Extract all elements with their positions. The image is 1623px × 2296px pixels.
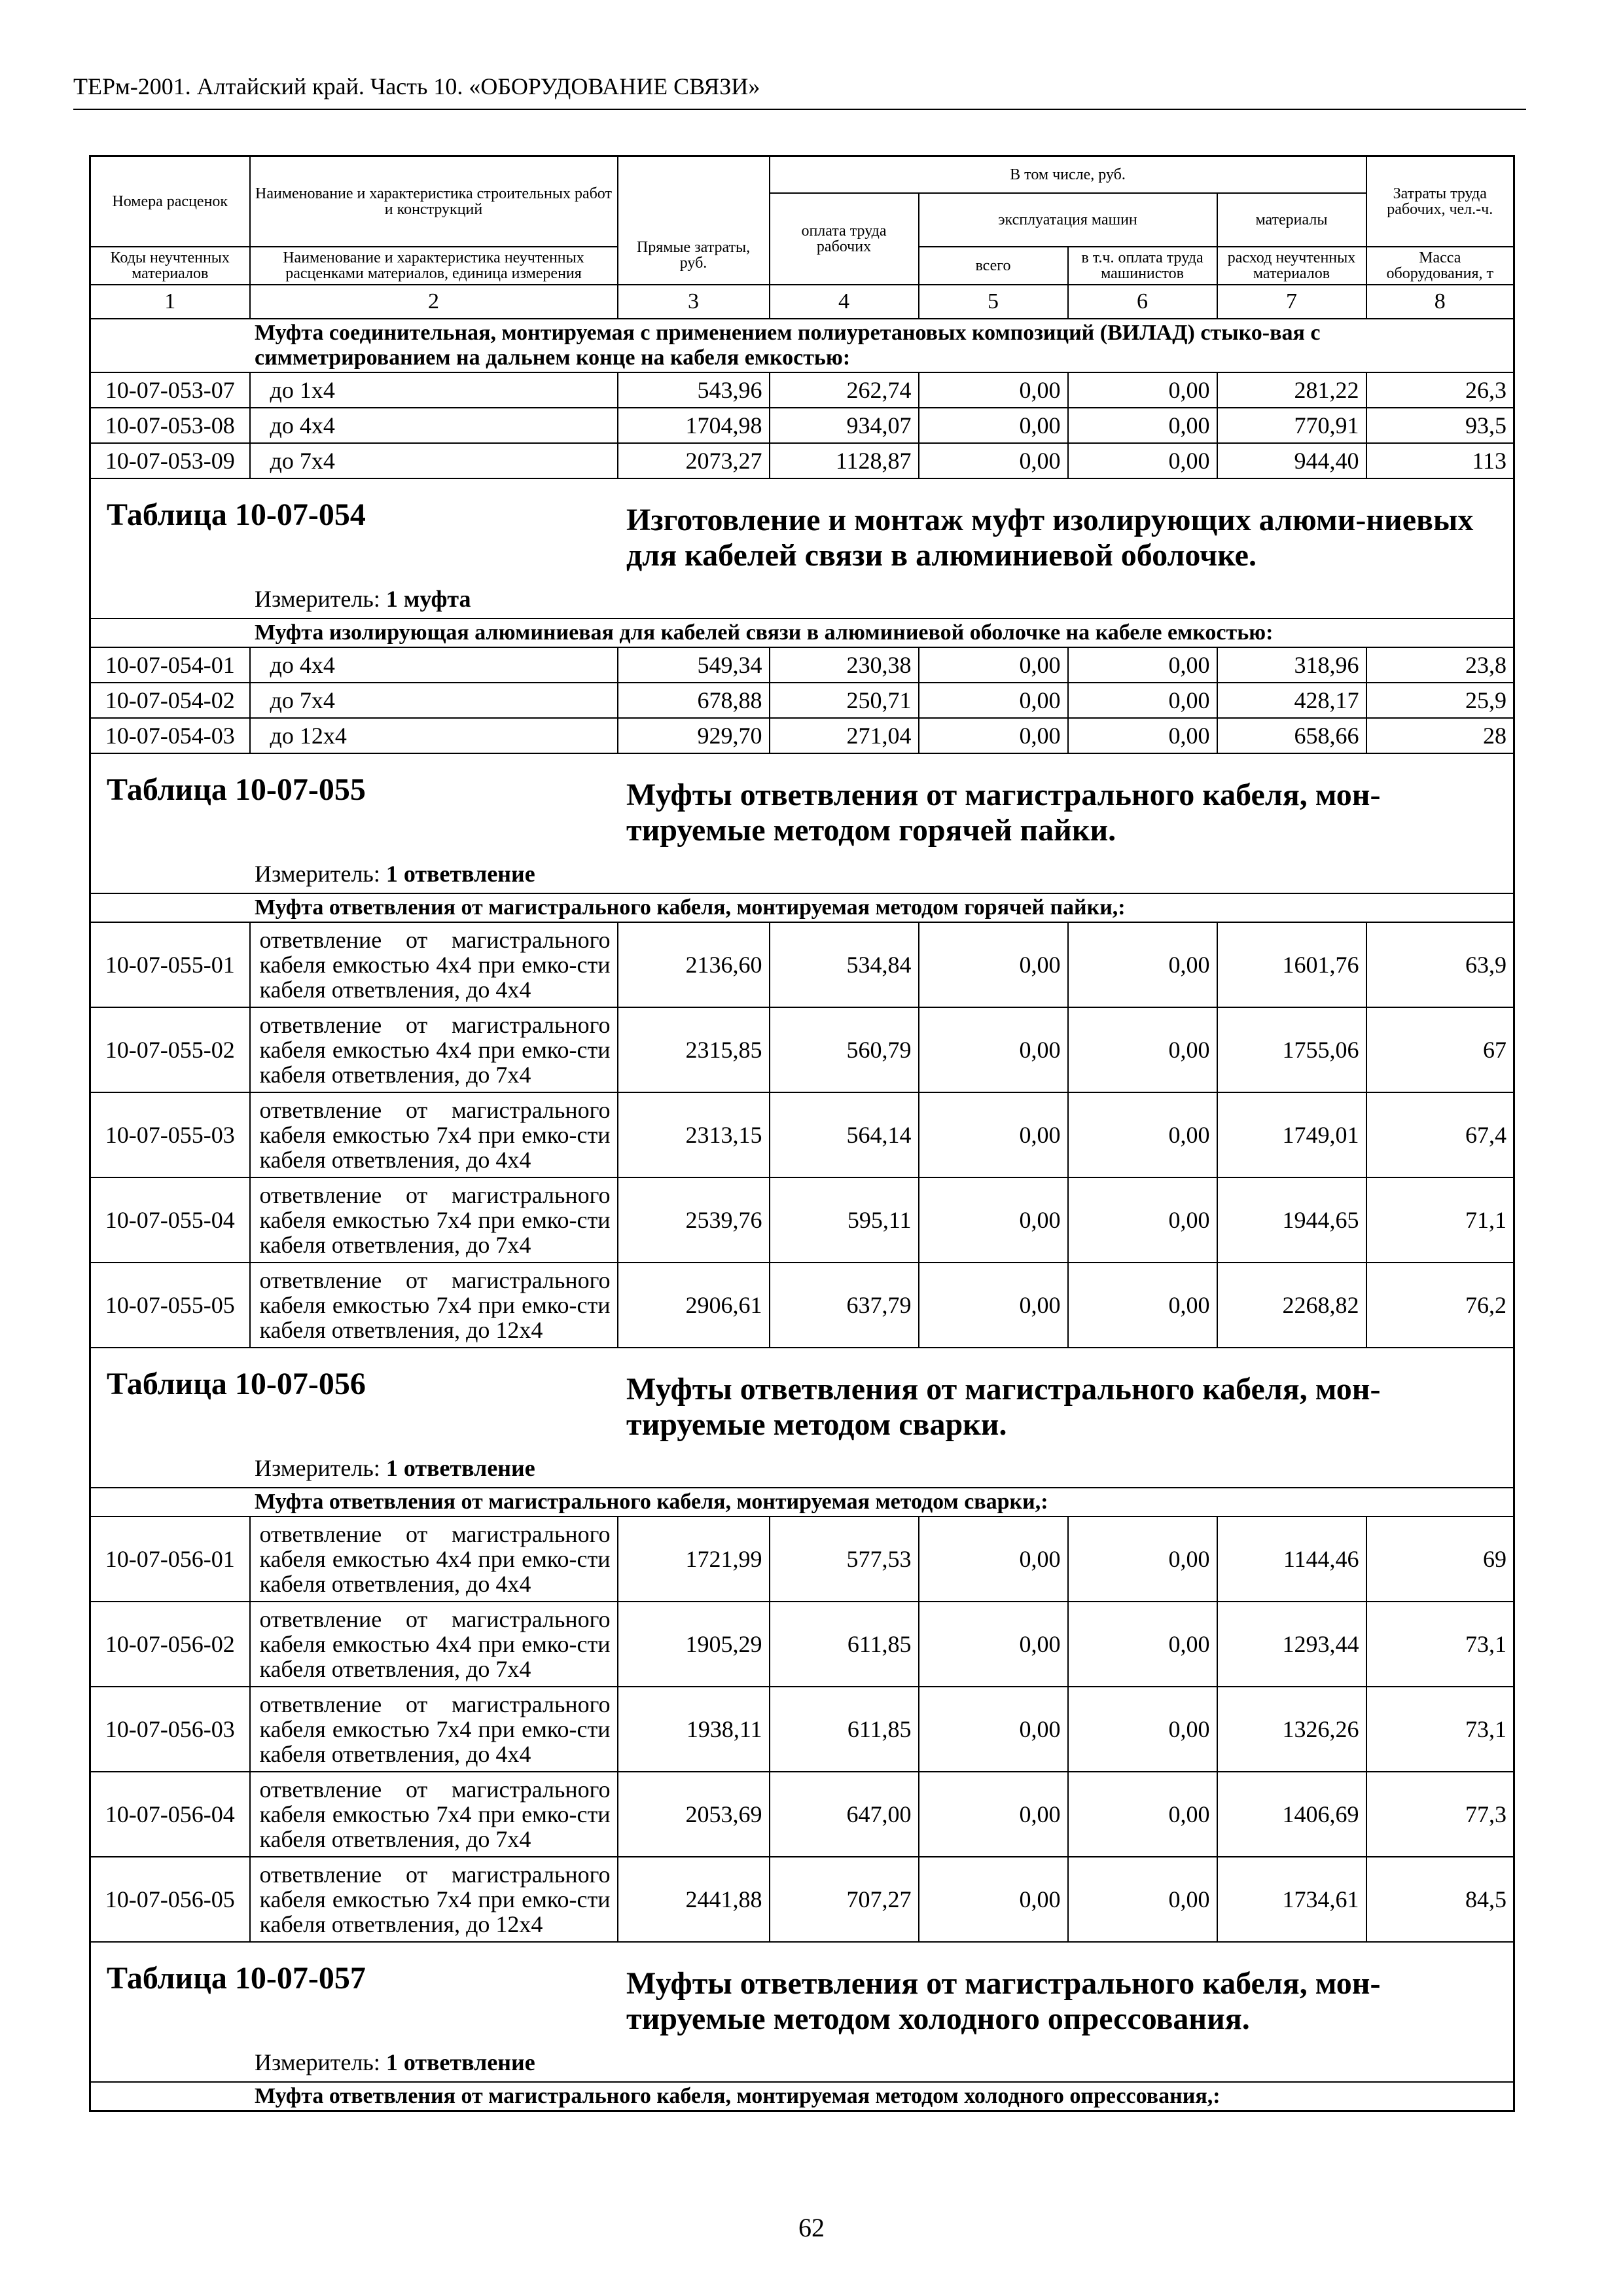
rate-name: ответвление от магистрального кабеля емкостью 4х4 при емко-сти кабеля ответвления, до 4х4	[250, 1516, 618, 1602]
table-heading	[90, 1348, 1514, 1488]
rate-code: 10-07-053-07	[90, 372, 250, 408]
group-title: Муфта ответвления от магистрального кабеля, монтируемая методом сварки,:	[90, 1488, 1514, 1516]
rate-mat: 2268,82	[1217, 1263, 1366, 1348]
group-title: Муфта ответвления от магистрального кабеля, монтируемая методом горячей пайки,:	[90, 893, 1514, 922]
rate-code: 10-07-056-05	[90, 1857, 250, 1942]
col-num: 4	[770, 285, 919, 319]
rate-code: 10-07-056-02	[90, 1602, 250, 1687]
rate-direct: 1905,29	[618, 1602, 770, 1687]
header-row-1	[90, 156, 1514, 194]
rate-mach-lab: 0,00	[1068, 1516, 1217, 1602]
rate-mach: 0,00	[919, 1602, 1068, 1687]
rate-mat: 658,66	[1217, 718, 1366, 753]
rate-mach: 0,00	[919, 1772, 1068, 1857]
rate-labor: 637,79	[770, 1263, 919, 1348]
rate-name: ответвление от магистрального кабеля емкостью 7х4 при емко-сти кабеля ответвления, до 12х4	[250, 1263, 618, 1348]
rate-labor: 534,84	[770, 922, 919, 1007]
rate-labor: 262,74	[770, 372, 919, 408]
table-heading	[90, 478, 1514, 619]
table-title: Изготовление и монтаж муфт изолирующих алюми-ниевых для кабелей связи в алюминиевой оболочке.	[626, 503, 1474, 573]
col-materials-header: материалы	[1217, 193, 1366, 247]
col-labor-header: оплата труда рабочих	[770, 193, 919, 285]
rate-name: ответвление от магистрального кабеля емкостью 4х4 при емко-сти кабеля ответвления, до 4х4	[250, 922, 618, 1007]
col-num: 5	[919, 285, 1068, 319]
table-heading-row	[90, 753, 1514, 893]
rate-code: 10-07-056-03	[90, 1687, 250, 1772]
rate-direct: 1721,99	[618, 1516, 770, 1602]
rate-mach: 0,00	[919, 1516, 1068, 1602]
rate-mat: 1144,46	[1217, 1516, 1366, 1602]
rate-direct: 543,96	[618, 372, 770, 408]
rate-direct: 2906,61	[618, 1263, 770, 1348]
table-row	[90, 1602, 1514, 1687]
rate-labor: 611,85	[770, 1602, 919, 1687]
rate-code: 10-07-053-08	[90, 408, 250, 443]
rate-mach-lab: 0,00	[1068, 683, 1217, 718]
rate-labor: 230,38	[770, 647, 919, 683]
rate-mach-lab: 0,00	[1068, 443, 1217, 478]
col-num: 7	[1217, 285, 1366, 319]
rate-direct: 2441,88	[618, 1857, 770, 1942]
table-row	[90, 1263, 1514, 1348]
measure-label: Измеритель:	[255, 2049, 380, 2075]
col-incl-mach-header: в т.ч. оплата труда машинистов	[1068, 247, 1217, 285]
rate-man: 77,3	[1366, 1772, 1514, 1857]
rate-direct: 2073,27	[618, 443, 770, 478]
table-heading	[90, 1942, 1514, 2082]
col-num: 8	[1366, 285, 1514, 319]
rate-code: 10-07-055-04	[90, 1177, 250, 1263]
rate-mat: 1326,26	[1217, 1687, 1366, 1772]
table-row	[90, 443, 1514, 478]
rate-direct: 2136,60	[618, 922, 770, 1007]
rate-labor: 1128,87	[770, 443, 919, 478]
rate-mach: 0,00	[919, 1092, 1068, 1177]
rate-mat: 318,96	[1217, 647, 1366, 683]
rate-mat: 770,91	[1217, 408, 1366, 443]
rate-labor: 647,00	[770, 1772, 919, 1857]
table-measure	[255, 861, 535, 886]
rate-man: 71,1	[1366, 1177, 1514, 1263]
table-number: Таблица 10-07-056	[107, 1367, 366, 1401]
rate-name: ответвление от магистрального кабеля емкостью 7х4 при емко-сти кабеля ответвления, до 12х4	[250, 1857, 618, 1942]
col-total-header: всего	[919, 247, 1068, 285]
rate-direct: 1704,98	[618, 408, 770, 443]
rate-name: ответвление от магистрального кабеля емкостью 7х4 при емко-сти кабеля ответвления, до 7х4	[250, 1772, 618, 1857]
rate-name: ответвление от магистрального кабеля емкостью 7х4 при емко-сти кабеля ответвления, до 4х4	[250, 1687, 618, 1772]
rate-mach-lab: 0,00	[1068, 922, 1217, 1007]
rate-mat: 944,40	[1217, 443, 1366, 478]
rate-name: ответвление от магистрального кабеля емкостью 4х4 при емко-сти кабеля ответвления, до 7х4	[250, 1007, 618, 1092]
group-title: Муфта изолирующая алюминиевая для кабелей связи в алюминиевой оболочке на кабеле емкостью:	[90, 619, 1514, 647]
rate-mach-lab: 0,00	[1068, 1263, 1217, 1348]
rate-labor: 560,79	[770, 1007, 919, 1092]
table-row	[90, 1177, 1514, 1263]
table-row	[90, 1687, 1514, 1772]
table-heading-row	[90, 1942, 1514, 2082]
measure-unit: 1 муфта	[385, 586, 471, 612]
table-measure	[255, 2050, 535, 2075]
rate-name: ответвление от магистрального кабеля емкостью 7х4 при емко-сти кабеля ответвления, до 4х4	[250, 1092, 618, 1177]
table-number: Таблица 10-07-055	[107, 772, 366, 807]
rate-code: 10-07-055-01	[90, 922, 250, 1007]
rate-man: 26,3	[1366, 372, 1514, 408]
rate-man: 113	[1366, 443, 1514, 478]
rate-name: до 1х4	[250, 372, 618, 408]
rate-mach-lab: 0,00	[1068, 718, 1217, 753]
rate-code: 10-07-055-02	[90, 1007, 250, 1092]
table-measure	[255, 586, 471, 611]
rate-man: 69	[1366, 1516, 1514, 1602]
group-row	[90, 2082, 1514, 2111]
rate-mat: 281,22	[1217, 372, 1366, 408]
rate-mach-lab: 0,00	[1068, 1687, 1217, 1772]
table-title: Муфты ответвления от магистрального кабеля, мон-тируемые методом горячей пайки.	[626, 778, 1381, 848]
rate-name: до 7х4	[250, 443, 618, 478]
table-row	[90, 1007, 1514, 1092]
rate-labor: 577,53	[770, 1516, 919, 1602]
rate-mach: 0,00	[919, 683, 1068, 718]
group-title: Муфта ответвления от магистрального кабеля, монтируемая методом холодного опрессования,:	[90, 2082, 1514, 2111]
table-number: Таблица 10-07-057	[107, 1961, 366, 1996]
col-num: 3	[618, 285, 770, 319]
rate-name: до 7х4	[250, 683, 618, 718]
rate-mach: 0,00	[919, 1007, 1068, 1092]
table-number: Таблица 10-07-054	[107, 497, 366, 532]
col-num: 1	[90, 285, 250, 319]
page-number: 62	[798, 2213, 825, 2242]
rate-mach-lab: 0,00	[1068, 1857, 1217, 1942]
col-mat-usage-header: расход неучтенных материалов	[1217, 247, 1366, 285]
col-mat-codes-header: Коды неучтенных материалов	[90, 247, 250, 285]
rate-name: до 4х4	[250, 408, 618, 443]
col-num: 6	[1068, 285, 1217, 319]
rate-code: 10-07-055-05	[90, 1263, 250, 1348]
measure-unit: 1 ответвление	[385, 2049, 535, 2075]
col-mat-name-header: Наименование и характеристика неучтенных расценками материалов, единица измерения	[250, 247, 618, 285]
rate-code: 10-07-053-09	[90, 443, 250, 478]
col-name-header: Наименование и характеристика строительных работ и конструкций	[250, 156, 618, 247]
rate-man: 67	[1366, 1007, 1514, 1092]
rate-direct: 678,88	[618, 683, 770, 718]
rate-mat: 1406,69	[1217, 1772, 1366, 1857]
col-mass-header: Масса оборудования, т	[1366, 247, 1514, 285]
rate-man: 76,2	[1366, 1263, 1514, 1348]
rate-direct: 2053,69	[618, 1772, 770, 1857]
group-row	[90, 319, 1514, 372]
rate-mach: 0,00	[919, 647, 1068, 683]
rate-code: 10-07-054-01	[90, 647, 250, 683]
rate-mach-lab: 0,00	[1068, 1772, 1217, 1857]
rate-mach-lab: 0,00	[1068, 1092, 1217, 1177]
rate-name: до 4х4	[250, 647, 618, 683]
group-row	[90, 1488, 1514, 1516]
rate-direct: 929,70	[618, 718, 770, 753]
col-codes-header: Номера расценок	[90, 156, 250, 247]
rate-mat: 1734,61	[1217, 1857, 1366, 1942]
table-measure	[255, 1456, 535, 1480]
rate-code: 10-07-055-03	[90, 1092, 250, 1177]
rate-mat: 1755,06	[1217, 1007, 1366, 1092]
rate-mach-lab: 0,00	[1068, 372, 1217, 408]
rate-mach: 0,00	[919, 922, 1068, 1007]
rate-man: 63,9	[1366, 922, 1514, 1007]
table-row	[90, 1857, 1514, 1942]
rates-table	[89, 155, 1515, 2112]
rate-code: 10-07-056-01	[90, 1516, 250, 1602]
rate-man: 73,1	[1366, 1602, 1514, 1687]
rate-man: 67,4	[1366, 1092, 1514, 1177]
measure-unit: 1 ответвление	[385, 861, 535, 887]
table-row	[90, 1772, 1514, 1857]
rate-man: 23,8	[1366, 647, 1514, 683]
rate-mach: 0,00	[919, 1857, 1068, 1942]
rate-name: ответвление от магистрального кабеля емкостью 7х4 при емко-сти кабеля ответвления, до 7х4	[250, 1177, 618, 1263]
rate-man: 28	[1366, 718, 1514, 753]
group-row	[90, 893, 1514, 922]
group-row	[90, 619, 1514, 647]
rate-labor: 611,85	[770, 1687, 919, 1772]
rate-direct: 2313,15	[618, 1092, 770, 1177]
table-row	[90, 1092, 1514, 1177]
rate-mach-lab: 0,00	[1068, 1602, 1217, 1687]
rate-mach: 0,00	[919, 718, 1068, 753]
table-row	[90, 408, 1514, 443]
table-row	[90, 718, 1514, 753]
rate-direct: 2539,76	[618, 1177, 770, 1263]
rate-mat: 428,17	[1217, 683, 1366, 718]
rate-man: 84,5	[1366, 1857, 1514, 1942]
measure-label: Измеритель:	[255, 586, 380, 612]
table-title: Муфты ответвления от магистрального кабеля, мон-тируемые методом холодного опрессования.	[626, 1966, 1381, 2036]
measure-label: Измеритель:	[255, 1455, 380, 1481]
rate-mach: 0,00	[919, 408, 1068, 443]
rate-direct: 549,34	[618, 647, 770, 683]
page-header: ТЕРм-2001. Алтайский край. Часть 10. «ОБОРУДОВАНИЕ СВЯЗИ»	[73, 72, 1526, 110]
col-machines-header: эксплуатация машин	[919, 193, 1217, 247]
rate-code: 10-07-054-02	[90, 683, 250, 718]
table-row	[90, 647, 1514, 683]
measure-label: Измеритель:	[255, 861, 380, 887]
table-heading-row	[90, 478, 1514, 619]
group-title: Муфта соединительная, монтируемая с применением полиуретановых композиций (ВИЛАД) стыко-вая с симметрированием на дальнем конце на кабеля емкостью:	[90, 319, 1514, 372]
rate-labor: 564,14	[770, 1092, 919, 1177]
col-num: 2	[250, 285, 618, 319]
table-row	[90, 683, 1514, 718]
table-row	[90, 1516, 1514, 1602]
rate-name: ответвление от магистрального кабеля емкостью 4х4 при емко-сти кабеля ответвления, до 7х4	[250, 1602, 618, 1687]
rate-man: 25,9	[1366, 683, 1514, 718]
rate-direct: 2315,85	[618, 1007, 770, 1092]
rate-mach: 0,00	[919, 1177, 1068, 1263]
rate-mach: 0,00	[919, 372, 1068, 408]
table-heading	[90, 753, 1514, 893]
rate-labor: 934,07	[770, 408, 919, 443]
rate-labor: 250,71	[770, 683, 919, 718]
rate-labor: 707,27	[770, 1857, 919, 1942]
rate-labor: 271,04	[770, 718, 919, 753]
measure-unit: 1 ответвление	[385, 1455, 535, 1481]
rate-mach-lab: 0,00	[1068, 408, 1217, 443]
rate-code: 10-07-056-04	[90, 1772, 250, 1857]
rate-code: 10-07-054-03	[90, 718, 250, 753]
rate-mat: 1293,44	[1217, 1602, 1366, 1687]
rate-man: 93,5	[1366, 408, 1514, 443]
rate-labor: 595,11	[770, 1177, 919, 1263]
rate-mach: 0,00	[919, 1263, 1068, 1348]
col-incl-header: В том числе, руб.	[770, 156, 1366, 194]
table-title: Муфты ответвления от магистрального кабеля, мон-тируемые методом сварки.	[626, 1372, 1381, 1442]
col-direct-header: Прямые затраты, руб.	[618, 156, 770, 285]
rate-direct: 1938,11	[618, 1687, 770, 1772]
rate-mach-lab: 0,00	[1068, 1177, 1217, 1263]
table-row	[90, 922, 1514, 1007]
rate-man: 73,1	[1366, 1687, 1514, 1772]
rate-mach-lab: 0,00	[1068, 1007, 1217, 1092]
rate-mat: 1944,65	[1217, 1177, 1366, 1263]
rate-mach-lab: 0,00	[1068, 647, 1217, 683]
rate-mach: 0,00	[919, 1687, 1068, 1772]
table-row	[90, 372, 1514, 408]
column-numbers-row	[90, 285, 1514, 319]
rate-mach: 0,00	[919, 443, 1068, 478]
table-heading-row	[90, 1348, 1514, 1488]
rate-mat: 1749,01	[1217, 1092, 1366, 1177]
rate-mat: 1601,76	[1217, 922, 1366, 1007]
col-labor-cost-header: Затраты труда рабочих, чел.-ч.	[1366, 156, 1514, 247]
rate-name: до 12х4	[250, 718, 618, 753]
